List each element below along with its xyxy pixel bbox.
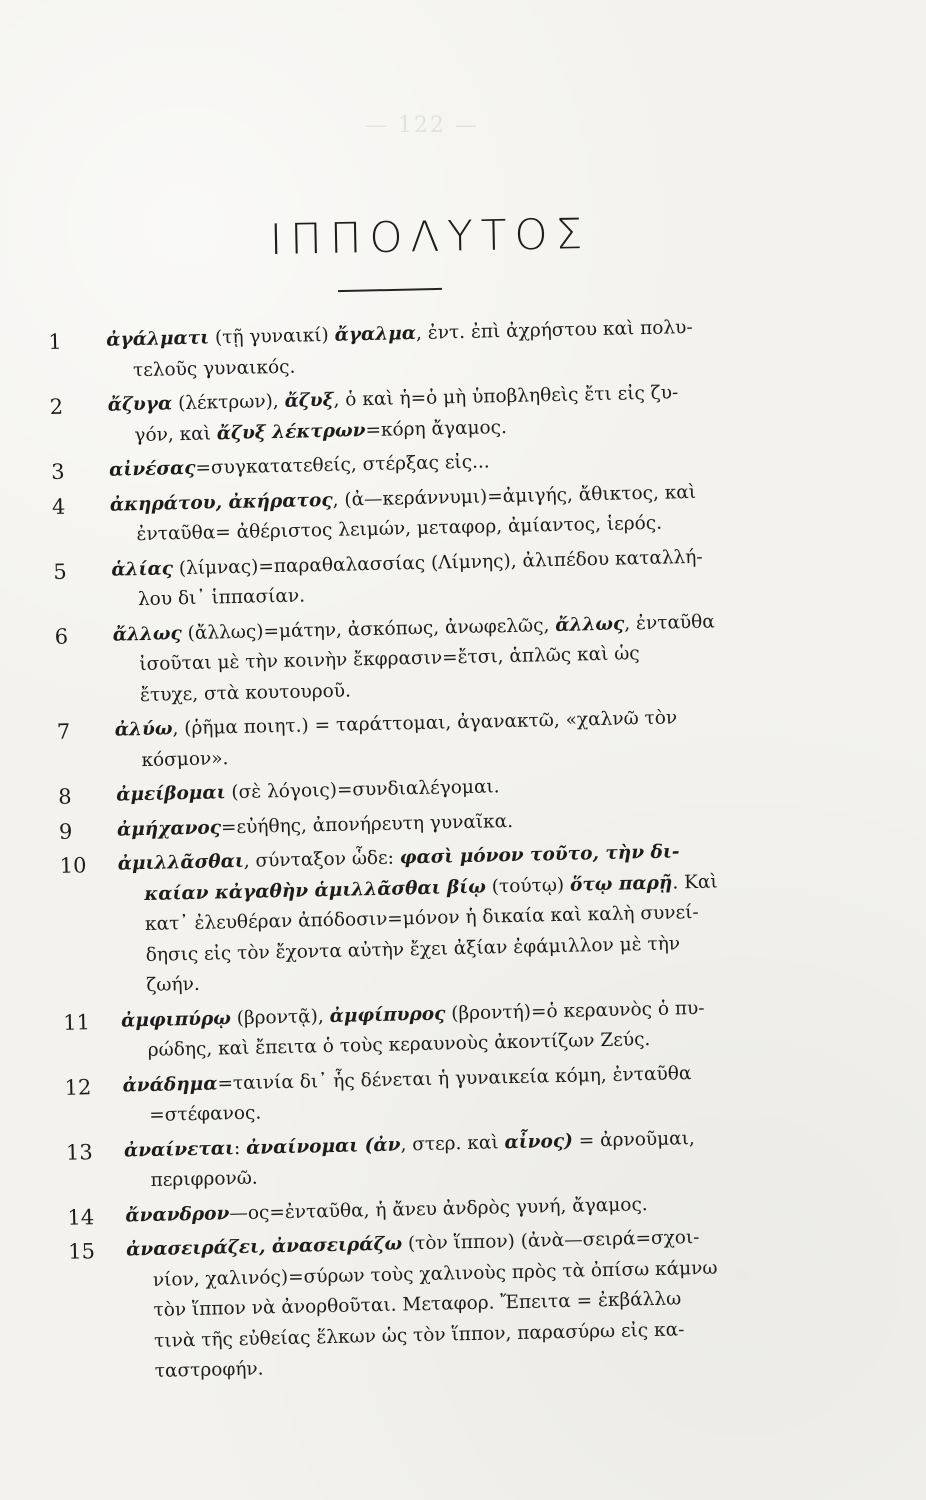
entry-continuation: ρώδης, καὶ ἔπειτα ὁ τοὺς κεραυνοὺς ἀκοντίζων Ζεύς. (147, 1029, 651, 1061)
entry-text-secondary: (βροντή)=ὁ κεραυνὸς ὁ πυ- (445, 997, 705, 1024)
entry-text: (ἄλλως)=μάτην, ἀσκόπως, ἀνωφελῶς, (181, 614, 556, 644)
entry-11 (63, 991, 824, 1069)
entry-term: ἀμήχανος (116, 816, 222, 841)
entry-continuation: περιφρονῶ. (150, 1167, 258, 1191)
entry-continuation: νίον, χαλινός)=σύρων τοὺς χαλινοὺς πρὸς τὰ ὀπίσω κάμνω (152, 1257, 718, 1291)
entry-number: 11 (62, 1009, 91, 1035)
entry-term-secondary: ὅτῳ παρῇ (569, 872, 673, 896)
entry-text: , σύνταξον ὧδε: (243, 847, 400, 872)
entry-term: ἀκηράτου, ἀκήρατος (109, 489, 333, 516)
bleed-page-number: — 122 — (365, 113, 479, 138)
entry-text: : (233, 1137, 247, 1159)
entry-number: 1 (48, 329, 62, 354)
entry-text: (τὸν ἵππον) (ἀνὰ—σειρά=σχοι- (401, 1227, 700, 1255)
entry-continuation: ζωήν. (146, 973, 200, 997)
entry-term: ἀναίνεται (123, 1137, 235, 1162)
entry-term: καίαν κἀγαθὴν ἁμιλλᾶσθαι βίῳ (144, 876, 487, 905)
entry-13 (66, 1121, 827, 1199)
entry-1 (48, 310, 809, 388)
entry-number: 3 (50, 459, 65, 484)
entry-term: ἄνανδρον (125, 1202, 230, 1227)
entry-continuation: τὸν ἵππον νὰ ἀνορθοῦται. Μεταφορ. Ἔπειτα = ἐκβάλλω (153, 1288, 682, 1321)
entry-text-secondary: , ἐνταῦθα (624, 611, 716, 634)
entry-continuation: κόσμον». (141, 747, 229, 771)
entry-term: ἄλλως (112, 622, 183, 646)
page-title: ΙΠΠΟΛΥΤΟΣ (269, 208, 591, 265)
entry-term: ἀμιλλᾶσθαι (117, 850, 245, 875)
entry-continuation: =στέφανος. (148, 1102, 262, 1126)
entry-text: . Καὶ (672, 871, 718, 894)
entry-continuation: δησις εἰς τὸν ἔχοντα αὐτὴν ἔχει ἀξίαν ἐφάμιλλον μὲ τὴν (145, 932, 681, 966)
entry-text: γόν, καὶ (134, 422, 217, 446)
entry-12 (64, 1056, 825, 1134)
entry-text-secondary: , ὁ καὶ ἡ=ὁ μὴ ὑποβληθεὶς ἔτι εἰς ζυ- (333, 382, 679, 411)
entry-text: , (ἀ—κεράννυμι)=ἀμιγής, ἄθικτος, καὶ (332, 481, 697, 511)
entry-text: , (ῥῆμα ποιητ.) = ταράττομαι, ἀγανακτῶ, «χαλνῶ τὸν (172, 707, 678, 740)
entry-number: 13 (65, 1139, 93, 1165)
entry-term: ἀνάδημα (122, 1072, 218, 1097)
entry-continuation: τελοῦς γυναικός. (132, 356, 296, 381)
entry-text: =συγκατατεθείς, στέρξας εἰς... (195, 451, 490, 479)
entry-term: ἄζυγα (107, 393, 173, 416)
entry-term-secondary: φασὶ μόνον τοῦτο, τὴν δι- (399, 841, 680, 869)
entry-number: 4 (51, 494, 66, 519)
entry-term-secondary: ἀναίνομαι (ἀν (245, 1134, 401, 1159)
title-block (240, 208, 620, 265)
entry-text: (βροντᾷ), (230, 1005, 330, 1029)
entry-continuation: ἰσοῦται μὲ τὴν κοινὴν ἔκφρασιν=ἔτσι, ἁπλῶς καὶ ὡς (139, 643, 640, 676)
entry-text-tertiary: = ἀρνοῦμαι, (572, 1127, 695, 1152)
entry-7 (57, 700, 818, 778)
entry-term: ἀγάλματι (106, 327, 210, 351)
entry-number: 5 (53, 559, 67, 584)
entry-number: 12 (64, 1074, 92, 1100)
entry-text: (σὲ λόγοις)=συνδιαλέγομαι. (225, 776, 500, 804)
entry-term-secondary: ἄζυξ (284, 389, 334, 412)
entry-term: ἄζυξ λέκτρων (216, 419, 366, 444)
entry-term: αἰνέσας (108, 457, 196, 481)
title-underline (338, 288, 442, 292)
entry-6 (54, 605, 816, 713)
entry-term-secondary: ἀμφίπυρος (329, 1002, 446, 1027)
entry-number: 14 (67, 1204, 95, 1230)
entry-continuation: τινὰ τῆς εὐθείας ἕλκων ὡς τὸν ἵππον, παρασύρω εἰς κα- (153, 1318, 685, 1352)
entry-15 (68, 1220, 831, 1389)
entry-term: ἀλύω (114, 718, 173, 741)
glossary-entries (48, 310, 831, 1393)
entry-text: (λίμνας)=παραθαλασσίας (Λίμνης), ἀλιπέδου καταλλή- (172, 546, 703, 579)
entry-continuation: κατ᾽ ἐλευθέραν ἀπόδοσιν=μόνον ἡ δικαία καὶ καλὴ συνεί- (144, 901, 699, 936)
entry-number: 8 (57, 784, 72, 809)
entry-text: (τούτῳ) (485, 874, 571, 898)
entry-continuation: ἔτυχε, στὰ κουτουροῦ. (139, 679, 352, 706)
entry-text-secondary: , στερ. καὶ (400, 1131, 505, 1156)
entry-text: =εὐήθης, ἀπονήρευτη γυναῖκα. (220, 810, 514, 838)
entry-text: (λέκτρων), (171, 390, 285, 415)
entry-term-tertiary: αἶνος) (504, 1130, 574, 1153)
entry-term: ἀμφιπύρῳ (120, 1007, 232, 1032)
entry-term-secondary: ἄλλως (555, 613, 625, 636)
entry-continuation: ἐνταῦθα= ἀθέριστος λειμών, μεταφορ, ἀμίαντος, ἱερός. (136, 512, 663, 546)
entry-text: —ος=ἐνταῦθα, ἡ ἄνευ ἀνδρὸς γυνή, ἄγαμος. (229, 1193, 648, 1224)
entry-number: 6 (54, 624, 69, 649)
entry-4 (52, 475, 813, 553)
entry-continuation: ταστροφήν. (154, 1358, 264, 1382)
entry-5 (53, 540, 814, 618)
entry-number: 10 (59, 853, 87, 878)
entry-number: 7 (56, 719, 71, 744)
entry-text-secondary: , ἐντ. ἐπὶ ἀχρήστου καὶ πολυ- (415, 316, 693, 344)
entry-term: ἁλίας (111, 557, 174, 581)
entry-number: 15 (67, 1239, 96, 1264)
entry-continuation: λου δι᾽ ἱππασίαν. (137, 585, 306, 611)
entry-text: (τῇ γυναικί) (208, 324, 335, 349)
entry-term: ἀμείβομαι (115, 782, 226, 806)
entry-text: =ταινία δι᾽ ἧς δένεται ἡ γυναικεία κόμη, ἐνταῦθα (217, 1062, 692, 1094)
entry-number: 9 (58, 819, 73, 844)
entry-number: 2 (49, 394, 64, 419)
entry-term-secondary: ἄγαλμα (334, 322, 417, 346)
entry-text: =κόρη ἄγαμος. (365, 416, 508, 441)
entry-10 (59, 834, 822, 1003)
entry-term: ἀνασειράζει, ἀνασειράζω (125, 1233, 403, 1261)
entry-2 (49, 375, 810, 453)
